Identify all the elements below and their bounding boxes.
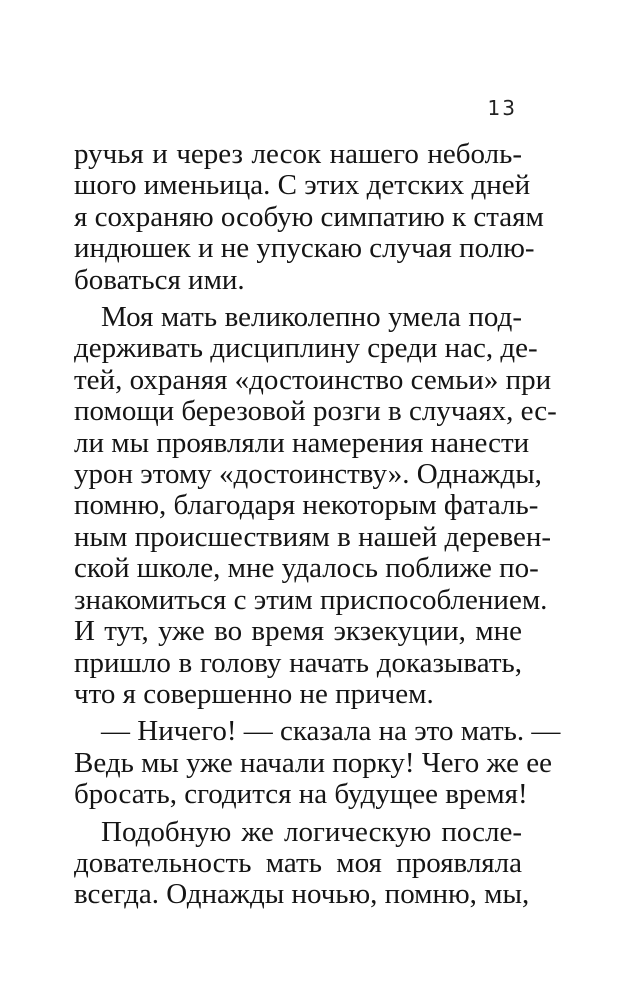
text-line: помню, благодаря некоторым фаталь- — [74, 489, 539, 522]
text-line: — Ничего! — сказала на это мать. — — [101, 715, 561, 748]
paragraph-3 — [74, 710, 561, 811]
text-line: держивать дисциплину среди нас, де- — [74, 332, 538, 365]
paragraph-2 — [74, 296, 557, 710]
text-line: индюшек и не упускаю случая полю- — [74, 232, 535, 265]
text-line: ли мы проявляли намерения нанести — [74, 426, 530, 459]
text-line: боваться ими. — [74, 263, 245, 296]
text-line: всегда. Однажды ночью, помню, мы, — [74, 878, 530, 911]
text-line: я сохраняю особую симпатию к стаям — [74, 200, 544, 233]
text-line: знакомиться с этим приспособлением. — [74, 583, 548, 616]
text-line: Моя мать великолепно умела под- — [101, 301, 522, 334]
text-line: пришло в голову начать доказывать, — [74, 646, 522, 679]
text-line: помощи березовой розги в случаях, ес- — [74, 395, 557, 428]
text-line: урон этому «достоинству». Однажды, — [74, 458, 542, 491]
text-line: Подобную же логическую после- — [101, 815, 522, 848]
body-text — [74, 138, 561, 911]
text-line: шого именьица. С этих детских дней — [74, 169, 531, 202]
paragraph-1 — [74, 138, 544, 296]
text-line: И тут, уже во время экзекуции, мне — [74, 615, 522, 648]
text-line: ской школе, мне удалось поближе по- — [74, 552, 539, 585]
page-number: 13 — [487, 96, 517, 120]
text-line: довательность мать моя проявляла — [74, 846, 522, 879]
text-line: ручья и через лесок нашего неболь- — [74, 138, 522, 170]
text-line: Ведь мы уже начали порку! Чего же ее — [74, 746, 552, 779]
text-line: ным происшествиям в нашей деревен- — [74, 520, 552, 553]
text-line: что я совершенно не причем. — [74, 677, 434, 710]
text-line: бросать, сгодится на будущее время! — [74, 778, 528, 811]
text-line: тей, охраняя «достоинство семьи» при — [74, 363, 552, 396]
paragraph-4 — [74, 811, 530, 911]
